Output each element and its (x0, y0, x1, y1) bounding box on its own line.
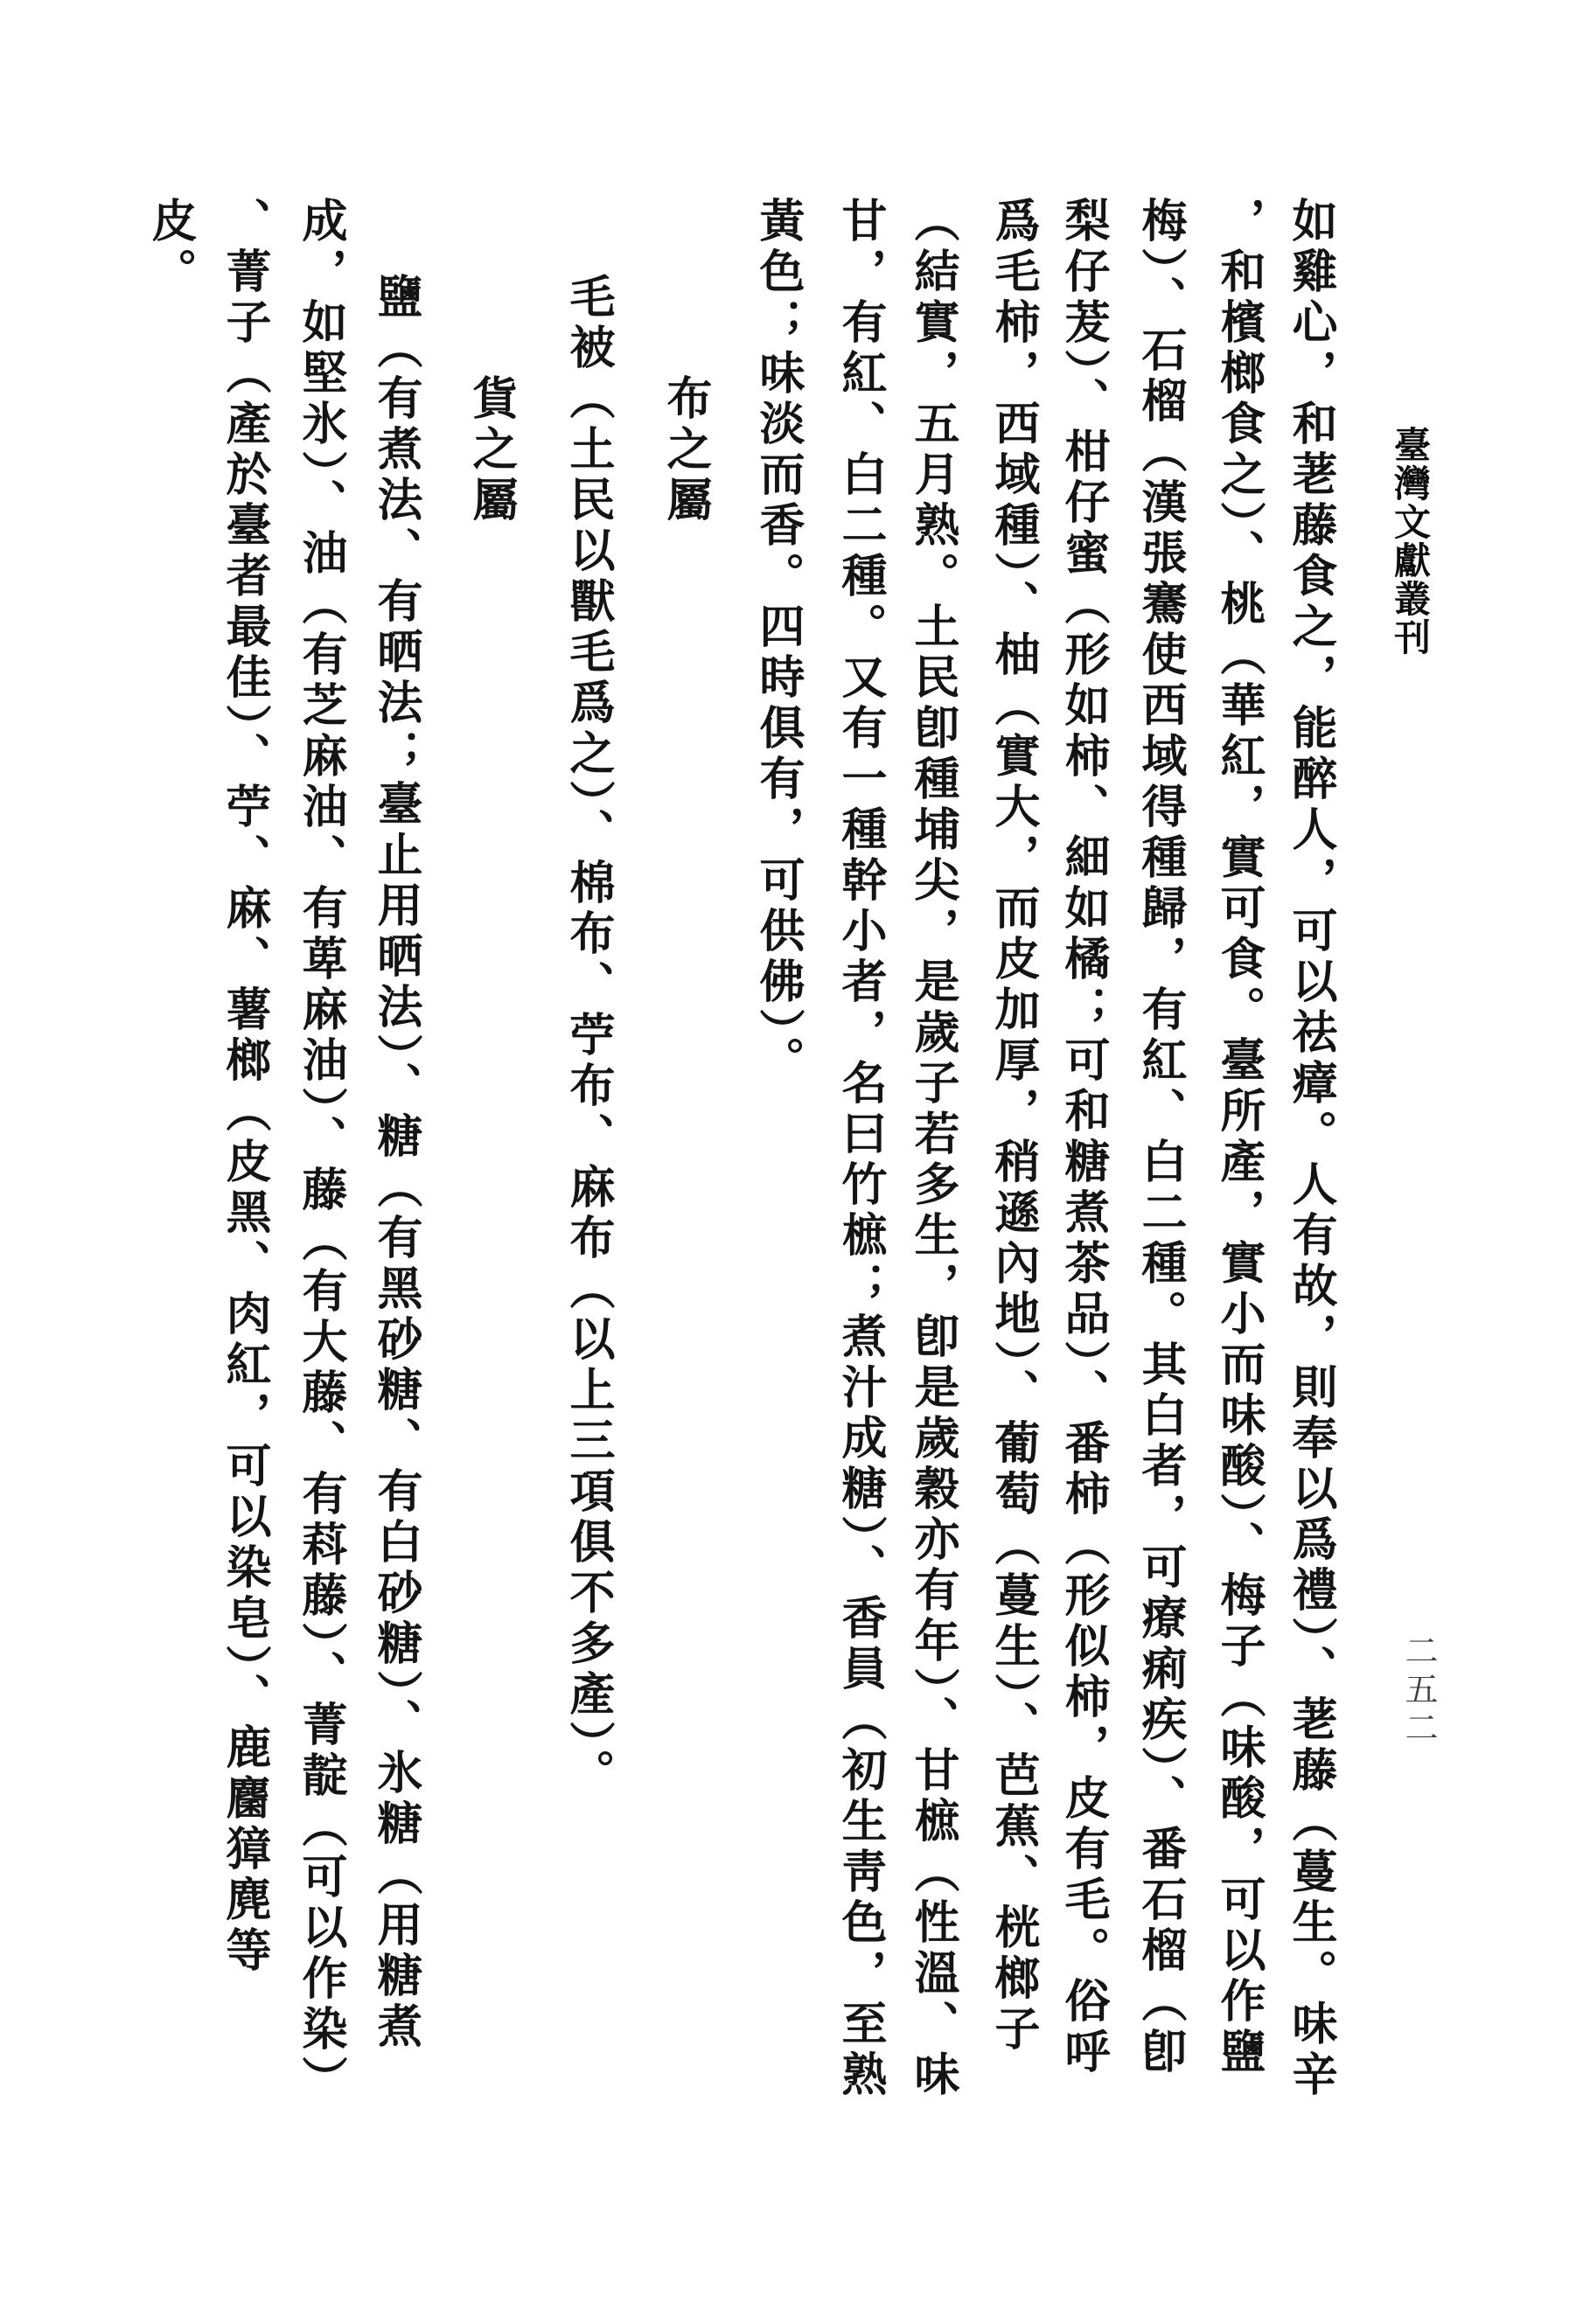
text-column: 布之屬 (659, 374, 709, 526)
text-column: 皮。 (144, 197, 194, 298)
text-column: ，和檳榔食之）、桃（華紅，實可食。臺所產，實小而味酸）、梅子（味酸，可以作鹽 (1213, 197, 1263, 2078)
text-column: 甘，有紅、白二種。又有一種幹小者，名曰竹樜；煮汁成糖）、香員（初生靑色，至熟 (834, 197, 884, 2101)
running-head-title: 臺灣文獻叢刊 (1389, 426, 1429, 657)
text-column: 梅）、石榴（漢張騫使西域得種歸，有紅、白二種。其白者，可療痢疾）、番石榴（卽 (1134, 197, 1184, 2078)
page-number: 二五二 (1399, 1633, 1436, 1749)
text-column: 鹽（有煮法、有晒法；臺止用晒法）、糖（有黑砂糖、有白砂糖）、氷糖（用糖煮 (370, 273, 420, 2053)
text-column: 毛被（土民以獸毛爲之）、棉布、苧布、麻布（以上三項俱不多產）。 (562, 273, 612, 1799)
text-column: （結實，五月熟。土民卽種埔尖，是歲子若多生，卽是歲穀亦有年）、甘樜（性溫、味 (907, 197, 957, 2101)
text-column: 貨之屬 (465, 374, 515, 526)
text-column: 成，如堅氷）、油（有芝麻油、有萆麻油）、藤（有大藤、有萪藤）、菁靛（可以作染） (295, 197, 345, 2106)
text-column: 、菁子（產於臺者最佳）、苧、麻、薯榔（皮黑、肉紅，可以染皂）、鹿麕獐麂等 (219, 197, 268, 1977)
text-column: 梨仔茇）、柑仔蜜（形如柿、細如橘；可和糖煮茶品）、番柿（形似柿，皮有毛。俗呼 (1057, 197, 1107, 2078)
text-column: 爲毛柿，西域種）、柚（實大，而皮加厚，稍遜內地）、葡萄（蔓生）、芭蕉、桄榔子 (987, 197, 1037, 2056)
text-column: 如雞心，和荖藤食之，能醉人，可以祛瘴。人有故，則奉以爲禮）、荖藤（蔓生。味辛 (1285, 197, 1335, 2101)
text-column: 黃色；味淡而香。四時俱有，可供佛）。 (752, 197, 802, 1087)
